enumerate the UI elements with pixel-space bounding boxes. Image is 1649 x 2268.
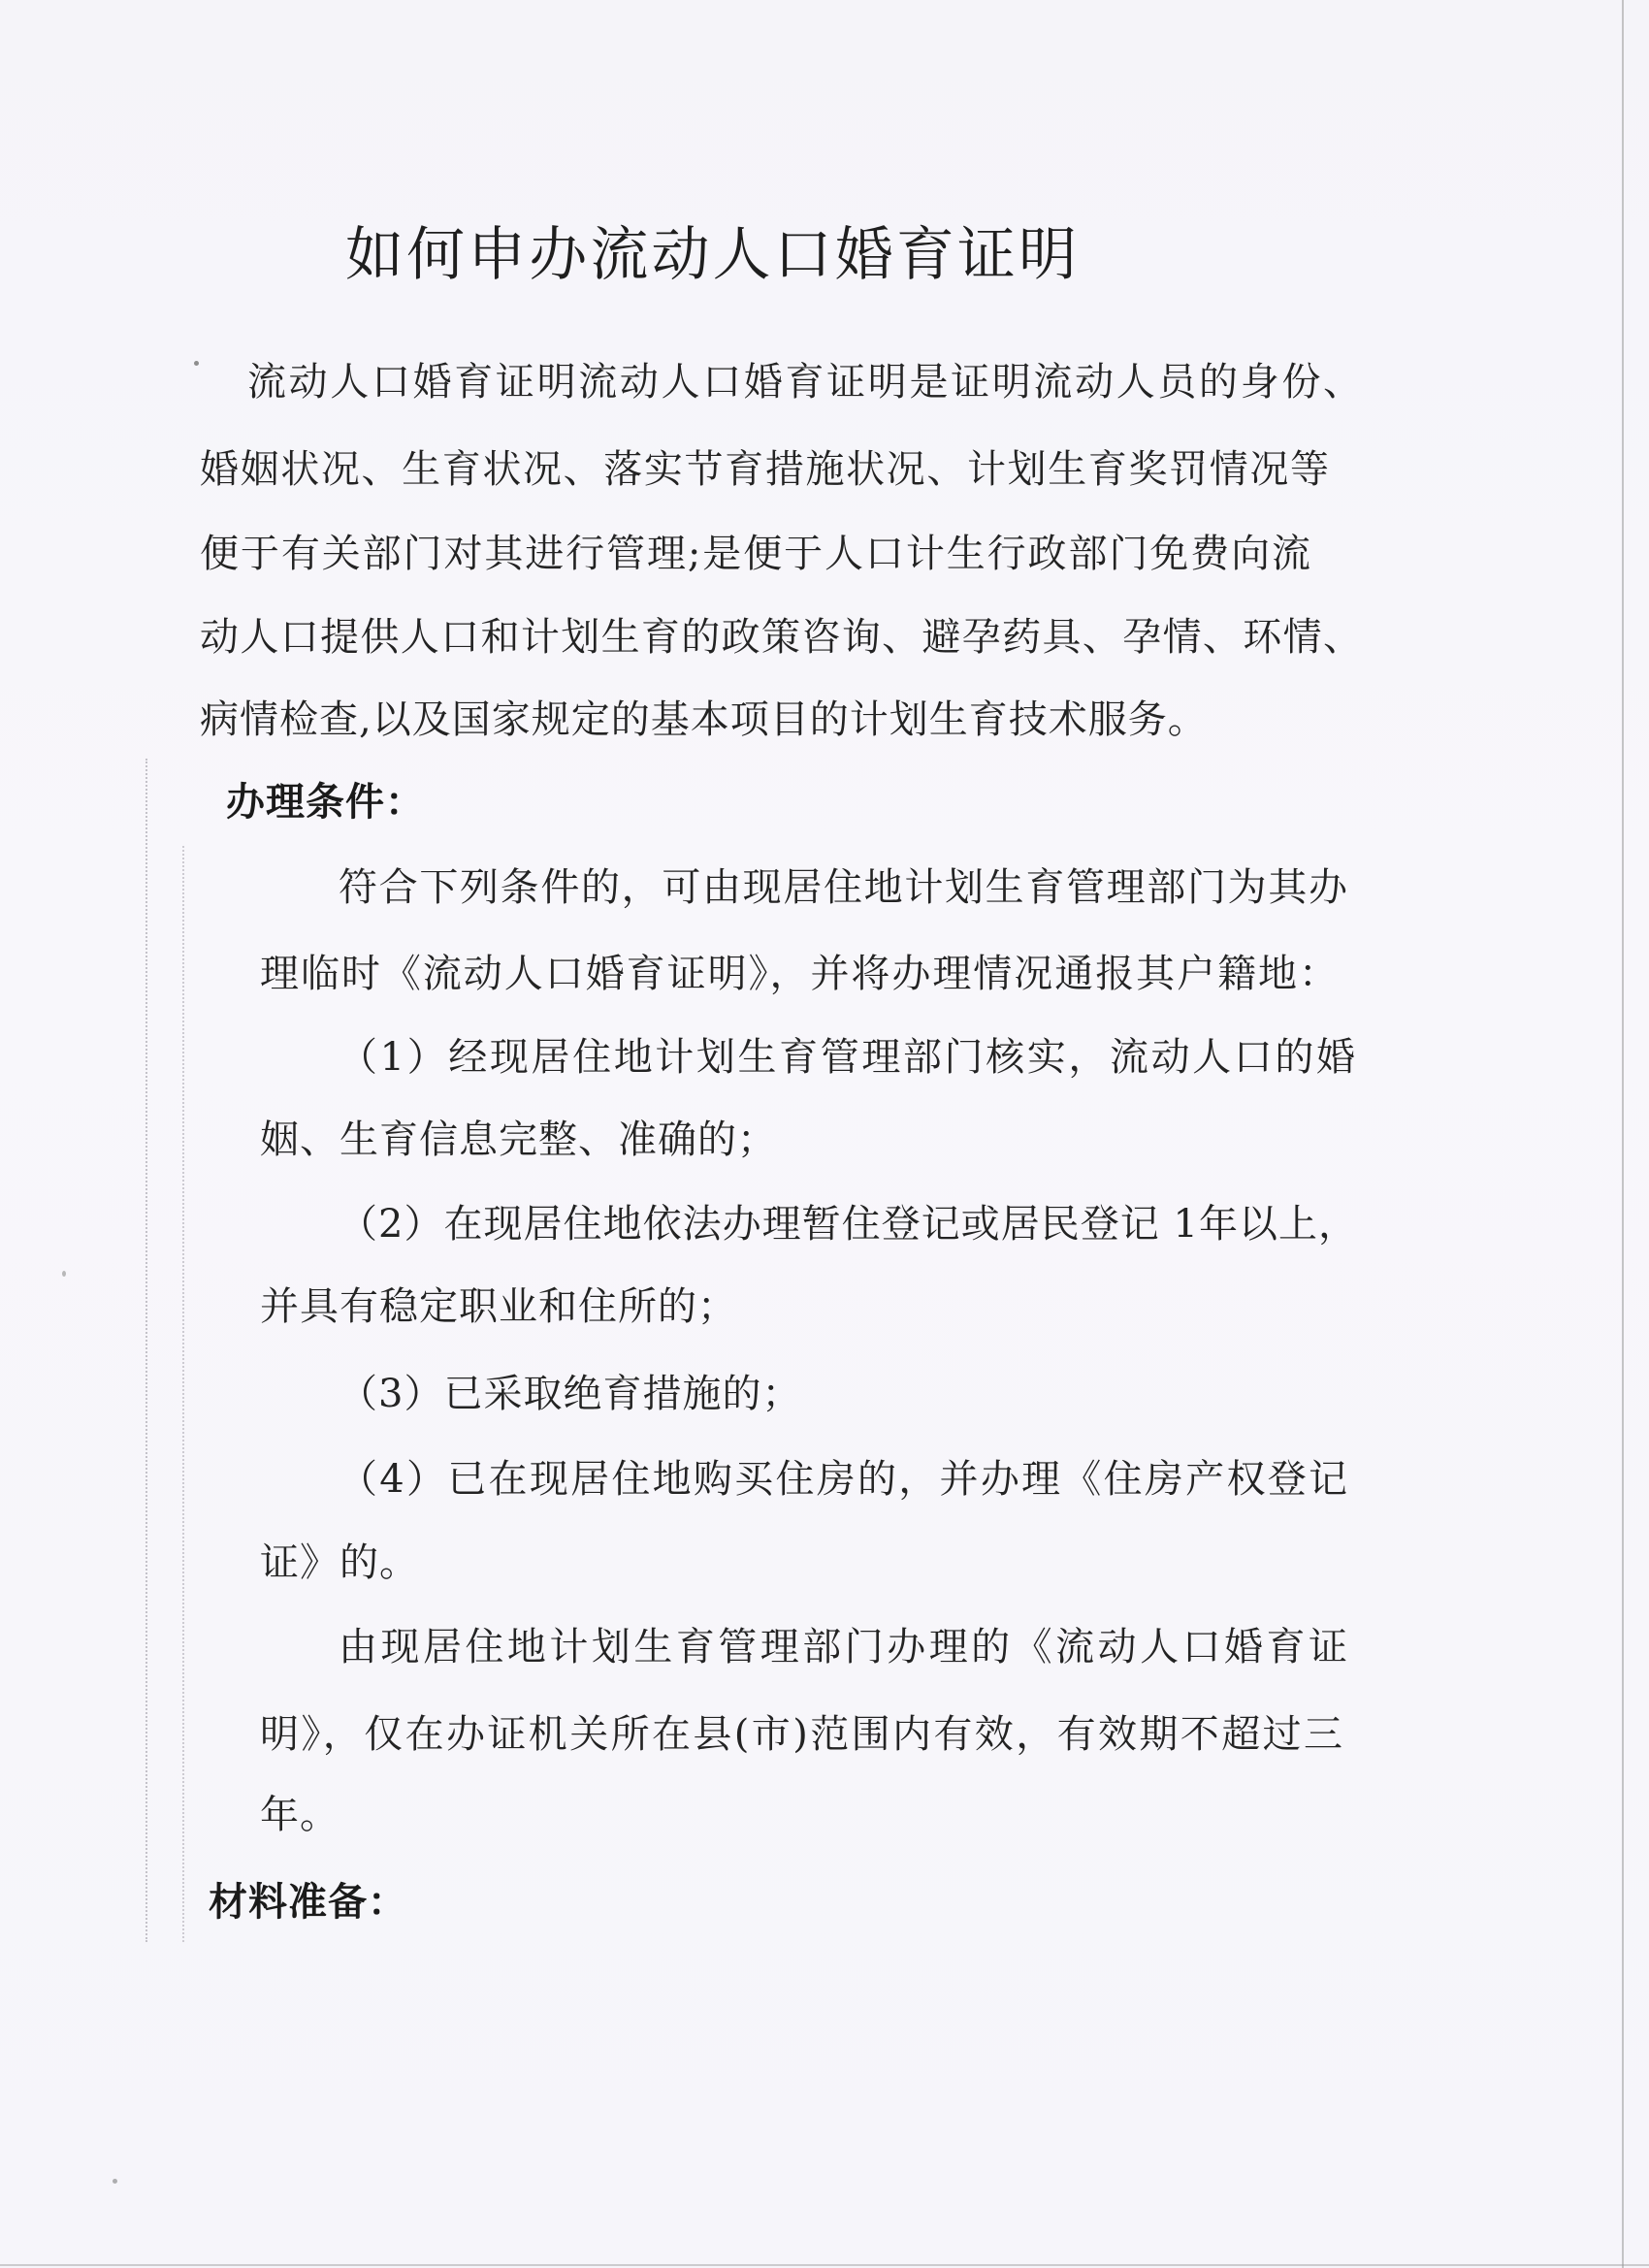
scan-edge-right	[1622, 0, 1624, 2268]
section-heading-conditions: 办理条件：	[226, 779, 425, 825]
intro-line: 便于有关部门对其进行管理;是便于人口计生行政部门免费向流	[200, 532, 1311, 576]
condition-line: 由现居住地计划生育管理部门办理的《流动人口婚育证	[339, 1625, 1348, 1669]
intro-line: 流动人口婚育证明流动人口婚育证明是证明流动人员的身份、	[247, 360, 1363, 405]
scan-artifact-speck	[113, 2179, 117, 2184]
condition-line: 年。	[260, 1793, 340, 1837]
intro-line: 病情检查,以及国家规定的基本项目的计划生育技术服务。	[200, 697, 1208, 742]
scan-artifact-speck	[194, 361, 199, 366]
intro-line: 动人口提供人口和计划生育的政策咨询、避孕药具、孕情、环情、	[200, 615, 1363, 660]
condition-line: 明》，仅在办证机关所在县(市)范围内有效，有效期不超过三	[260, 1712, 1343, 1757]
condition-line: （4）已在现居住地购买住房的，并办理《住房产权登记	[339, 1457, 1348, 1502]
condition-line: （3）已采取绝育措施的；	[339, 1372, 802, 1416]
condition-line: 姻、生育信息完整、准确的；	[260, 1118, 777, 1162]
condition-line: （2）在现居住地依法办理暂住登记或居民登记 1年以上，	[339, 1202, 1358, 1247]
condition-line: （1）经现居住地计划生育管理部门核实，流动人口的婚	[339, 1035, 1356, 1080]
condition-line: 符合下列条件的，可由现居住地计划生育管理部门为其办	[339, 865, 1348, 910]
section-heading-materials: 材料准备：	[209, 1879, 407, 1925]
condition-line: 并具有稳定职业和住所的；	[260, 1284, 737, 1329]
document-title: 如何申办流动人口婚育证明	[345, 221, 1079, 289]
scan-edge-bottom	[0, 2264, 1649, 2266]
condition-line: 证》的。	[260, 1540, 419, 1585]
scan-artifact-dotted-line	[182, 846, 184, 1942]
scan-artifact-dotted-line	[146, 759, 147, 1942]
scan-artifact-speck	[62, 1271, 66, 1277]
condition-line: 理临时《流动人口婚育证明》，并将办理情况通报其户籍地：	[260, 952, 1339, 996]
intro-line: 婚姻状况、生育状况、落实节育措施状况、计划生育奖罚情况等	[200, 447, 1330, 492]
